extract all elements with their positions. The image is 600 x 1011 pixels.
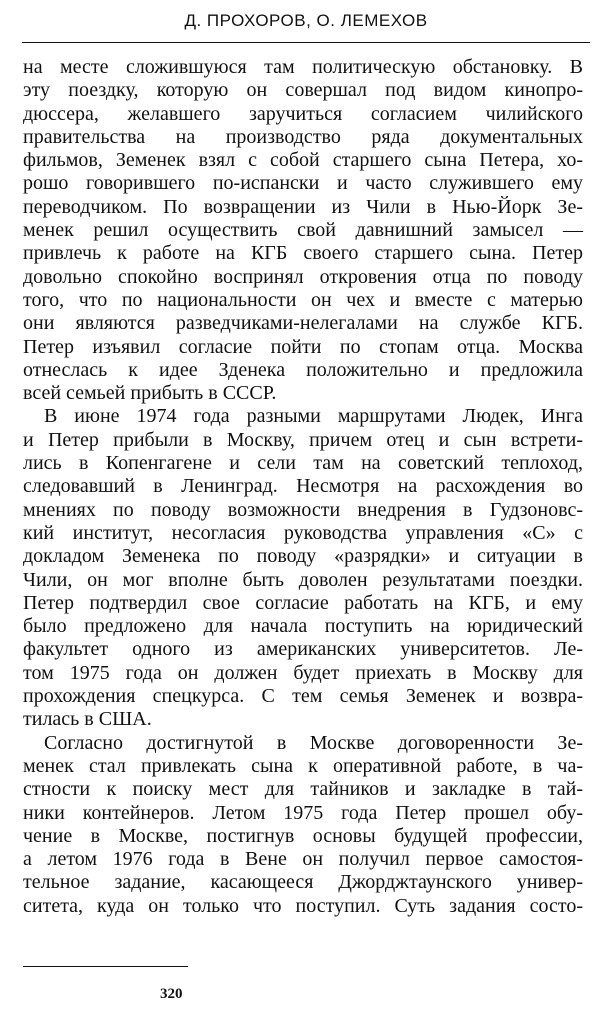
text-line: том 1975 года он должен будет приехать в Москву для [23,661,583,684]
running-head: Д. ПРОХОРОВ, О. ЛЕМЕХОВ [184,11,428,30]
text-line: довольно спокойно воспринял откровения отца по поводу [23,265,583,288]
text-line: они являются разведчиками-нелегалами на службе КГБ. [23,312,583,335]
text-line: следовавший в Ленинград. Несмотря на расхождения во [23,475,583,498]
text-line: лись в Копенгагене и сели там на советский теплоход, [23,452,583,475]
text-line: было предложено для начала поступить на юридический [23,615,583,638]
text-line: фильмов, Земенек взял с собой старшего сына Петера, хо- [23,149,583,172]
text-line: докладом Земенека по поводу «разрядки» и ситуации в [23,545,583,568]
text-line: всей семьей прибыть в СССР. [23,382,277,405]
text-line: привлечь к работе на КГБ своего старшего сына. Петер [23,242,583,265]
text-line: прохождения спецкурса. С тем семья Земенек и возвра- [23,685,583,708]
text-line: того, что по национальности он чех и вместе с матерью [23,288,583,311]
text-line: правительства на производство ряда документальных [23,125,583,148]
text-line: ники контейнеров. Летом 1975 года Петер прошел обу- [23,801,583,824]
paragraph-3 [23,732,583,918]
text-line: ситета, куда он только что поступил. Суть задания состо- [23,894,583,917]
paragraph-1 [23,56,583,405]
text-line: Петер подтвердил свое согласие работать на КГБ, и ему [23,591,583,614]
text-line: мнениях по поводу возможности внедрения в Гудзоновс- [23,498,583,521]
body-text [23,56,583,918]
header-rule [22,42,590,43]
text-line: дюссера, желавшего заручиться согласием чилийского [23,102,583,125]
text-line: тилась в США. [23,708,152,731]
page-number: 320 [160,986,183,1002]
text-line: тельное задание, касающееся Джорджтаунского универ- [23,871,583,894]
text-line: Чили, он мог вполне быть доволен результатами поездки. [23,568,583,591]
text-line: менек решил осуществить свой давнишний замысел — [23,219,583,242]
text-line: а летом 1976 года в Вене он получил первое самостоя- [23,848,583,871]
text-line: чение в Москве, постигнув основы будущей профессии, [23,824,583,847]
text-line: переводчиком. По возвращении из Чили в Нью-Йорк Зе- [23,195,583,218]
text-line: эту поездку, которую он совершал под видом кинопро- [23,79,583,102]
text-line: факультет одного из американских университетов. Ле- [23,638,583,661]
text-line: В июне 1974 года разными маршрутами Людек, Инга [44,405,583,428]
text-line: кий институт, несогласия руководства управления «С» с [23,521,583,544]
footnote-rule [23,966,188,967]
text-line: стности к поиску мест для тайников и закладке в тай- [23,778,583,801]
text-line: и Петер прибыли в Москву, причем отец и сын встрети- [23,428,583,451]
text-line: Петер изъявил согласие пойти по стопам отца. Москва [23,335,583,358]
text-line: Согласно достигнутой в Москве договоренности Зе- [44,731,583,754]
text-line: на месте сложившуюся там политическую обстановку. В [23,56,583,78]
text-line: менек стал привлекать сына к оперативной работе, в ча- [23,754,583,777]
text-line: рошо говорившего по-испански и часто служившего ему [23,172,583,195]
text-line: отнеслась к идее Зденека положительно и предложила [23,358,583,381]
paragraph-2 [23,405,583,731]
